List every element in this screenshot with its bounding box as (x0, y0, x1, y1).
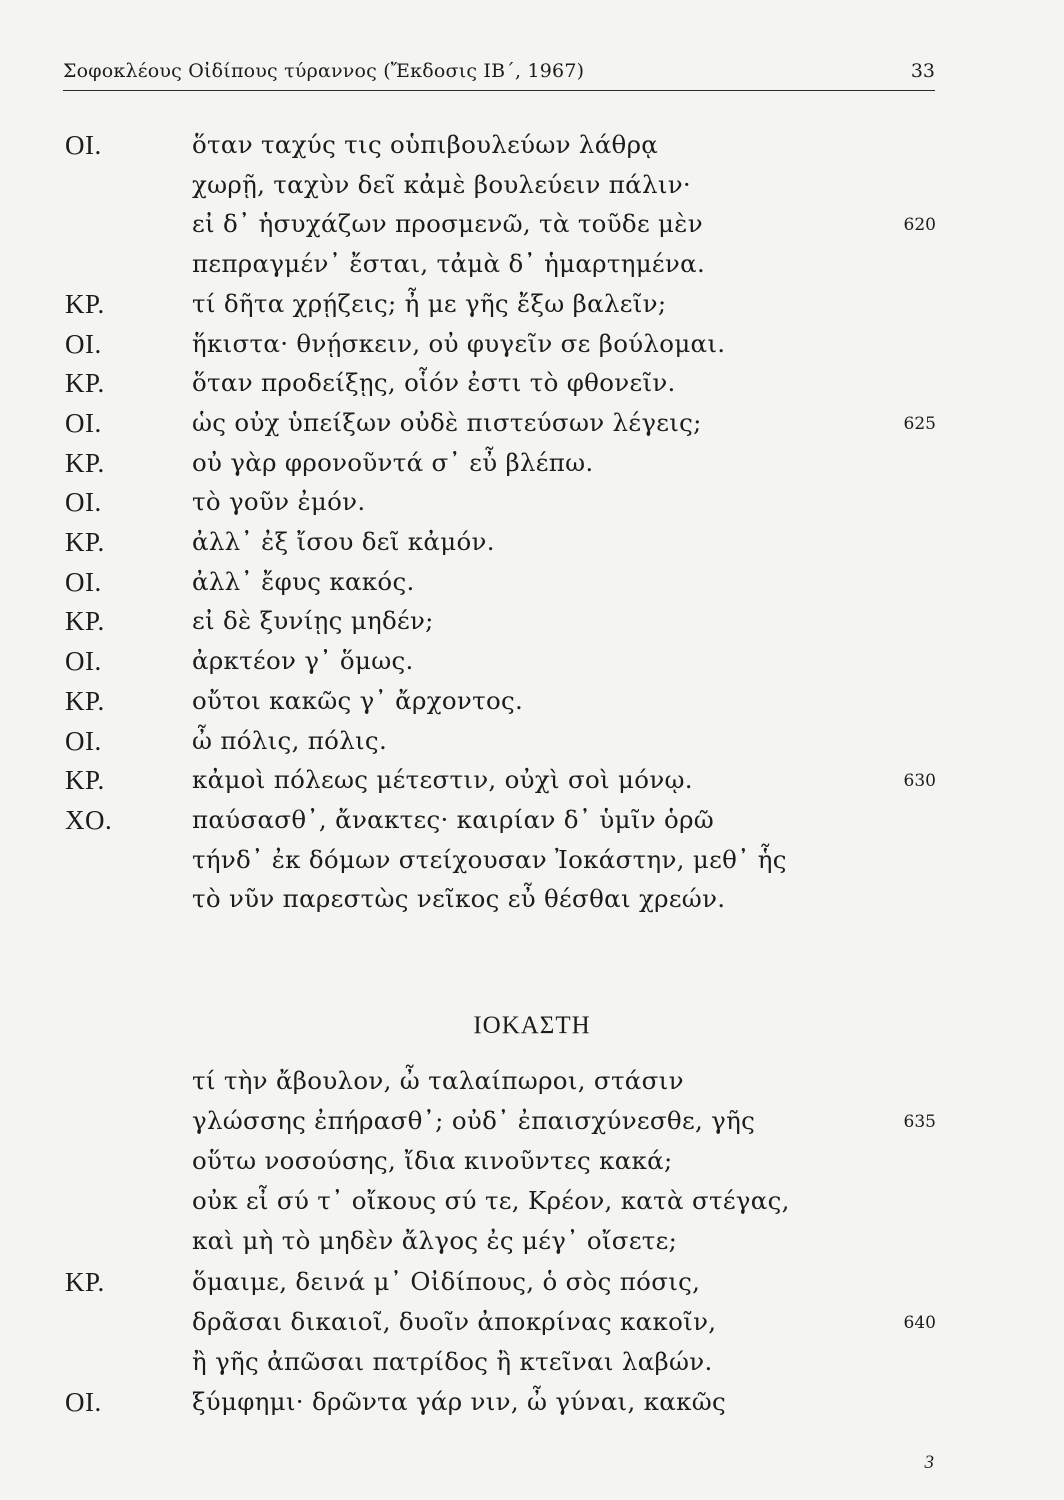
speaker-label: ΚΡ. (65, 527, 105, 557)
verse-line (0, 1387, 1064, 1427)
verse-text: ἥκιστα· θνῄσκειν, οὐ φυγεῖν σε βούλομαι. (192, 328, 726, 358)
verse-line (0, 884, 1064, 924)
verse-line (0, 606, 1064, 646)
speaker-label: ΟΙ. (65, 407, 102, 438)
verse-line (0, 130, 1064, 170)
verse-text: τὸ γοῦν ἐμόν. (192, 487, 366, 517)
verse-line (0, 209, 1064, 249)
verse-line (0, 527, 1064, 567)
verse-line (0, 1186, 1064, 1226)
verse-line (0, 249, 1064, 289)
speaker-label: ΟΙ. (65, 646, 102, 677)
verse-text: γλώσσης ἐπήρασθ᾽; οὐδ᾽ ἐπαισχύνεσθε, γῆς (192, 1106, 756, 1136)
speaker-label: ΟΙ. (65, 130, 102, 160)
verse-text: ὅταν προδείξῃς, οἷόν ἐστι τὸ φθονεῖν. (192, 368, 676, 398)
verse-line (0, 408, 1064, 448)
verse-text: καὶ μὴ τὸ μηδὲν ἄλγος ἐς μέγ᾽ οἴσετε; (192, 1226, 678, 1256)
verse-line (0, 646, 1064, 686)
verse-line (0, 567, 1064, 607)
verse-line (0, 1226, 1064, 1266)
verse-text: ὅταν ταχύς τις οὑπιβουλεύων λάθρᾳ (192, 130, 659, 159)
speaker-label: ΚΡ. (65, 447, 105, 478)
verse-line (0, 329, 1064, 369)
verse-text: οὐκ εἶ σύ τ᾽ οἴκους σύ τε, Κρέον, κατὰ στέγας, (192, 1186, 790, 1216)
verse-text: εἰ δ᾽ ἡσυχάζων προσμενῶ, τὰ τοῦδε μὲν (192, 209, 703, 239)
line-number: 620 (903, 215, 936, 236)
verse-text: εἰ δὲ ξυνίῃς μηδέν; (192, 606, 434, 636)
line-number: 640 (903, 1312, 936, 1333)
speaker-label: ΟΙ. (65, 328, 102, 359)
running-title: Σοφοκλέους Οἰδίπους τύραννος (Ἔκδοσις ΙΒ΄, 1967) (63, 60, 585, 82)
line-number: 630 (903, 771, 936, 792)
speaker-label: ΚΡ. (65, 685, 105, 716)
speaker-label: ΟΙ. (65, 1386, 102, 1417)
line-number: 635 (903, 1112, 936, 1133)
speaker-label: ΚΡ. (65, 288, 105, 319)
verse-line (0, 368, 1064, 408)
verse-line (0, 487, 1064, 527)
verse-text: πεπραγμέν᾽ ἔσται, τἀμὰ δ᾽ ἡμαρτημένα. (192, 249, 706, 279)
verse-text: παύσασθ᾽, ἄνακτες· καιρίαν δ᾽ ὑμῖν ὁρῶ (192, 804, 715, 834)
signature-mark: 3 (924, 1452, 934, 1473)
verse-text: τί τὴν ἄβουλον, ὦ ταλαίπωροι, στάσιν (192, 1066, 684, 1095)
verse-text: ἀλλ᾽ ἐξ ἴσου δεῖ κἀμόν. (192, 527, 495, 556)
verse-line (0, 1106, 1064, 1146)
verse-line (0, 1066, 1064, 1106)
verse-line (0, 1307, 1064, 1347)
verse-line (0, 845, 1064, 885)
line-number: 625 (903, 413, 936, 434)
verse-text: τὸ νῦν παρεστὼς νεῖκος εὖ θέσθαι χρεών. (192, 884, 726, 914)
verse-text: οὐ γὰρ φρονοῦντά σ᾽ εὖ βλέπω. (192, 447, 594, 477)
verse-text: ἀλλ᾽ ἔφυς κακός. (192, 566, 415, 596)
verse-line (0, 686, 1064, 726)
verse-text: κἀμοὶ πόλεως μέτεστιν, οὐχὶ σοὶ μόνῳ. (192, 765, 693, 795)
verse-text: ὡς οὐχ ὑπείξων οὐδὲ πιστεύσων λέγεις; (192, 407, 702, 437)
verse-line (0, 1347, 1064, 1387)
speaker-label: ΚΡ. (65, 606, 105, 637)
verse-line (0, 726, 1064, 766)
speaker-label: ΚΡ. (65, 368, 105, 399)
verse-text: χωρῇ, ταχὺν δεῖ κἀμὲ βουλεύειν πάλιν· (192, 169, 692, 199)
verse-text: ἀρκτέον γ᾽ ὅμως. (192, 646, 414, 676)
verse-text: ξύμφημι· δρῶντα γάρ νιν, ὦ γύναι, κακῶς (192, 1386, 726, 1416)
speaker-label: ΟΙ. (65, 487, 102, 518)
verse-text: ὅμαιμε, δεινά μ᾽ Οἰδίπους, ὁ σὸς πόσις, (192, 1266, 701, 1296)
speaker-label: ΟΙ. (65, 566, 102, 597)
verse-text: τί δῆτα χρῄζεις; ἦ με γῆς ἔξω βαλεῖν; (192, 288, 667, 318)
speaker-label: ΚΡ. (65, 765, 105, 796)
verse-text: οὔτοι κακῶς γ᾽ ἄρχοντος. (192, 685, 524, 715)
verse-text: τήνδ᾽ ἐκ δόμων στείχουσαν Ἰοκάστην, μεθ᾽ ἧς (192, 844, 787, 874)
character-heading: ΙΟΚΑΣΤΗ (473, 1012, 591, 1039)
verse-text: δρᾶσαι δικαιοῖ, δυοῖν ἀποκρίνας κακοῖν, (192, 1306, 717, 1336)
speaker-label: ΚΡ. (65, 1266, 105, 1297)
verse-line (0, 448, 1064, 488)
verse-line (0, 765, 1064, 805)
verse-line (0, 170, 1064, 210)
speaker-label: ΟΙ. (65, 725, 102, 756)
running-header (63, 60, 935, 91)
verse-text: οὕτω νοσούσης, ἴδια κινοῦντες κακά; (192, 1146, 673, 1176)
page-number: 33 (910, 60, 935, 82)
verse-line (0, 289, 1064, 329)
verse-text: ὦ πόλις, πόλις. (192, 725, 388, 755)
verse-line (0, 805, 1064, 845)
verse-line (0, 1267, 1064, 1307)
verse-line (0, 1146, 1064, 1186)
speaker-label: ΧΟ. (65, 804, 113, 835)
verse-text: ἢ γῆς ἀπῶσαι πατρίδος ἢ κτεῖναι λαβών. (192, 1346, 713, 1376)
